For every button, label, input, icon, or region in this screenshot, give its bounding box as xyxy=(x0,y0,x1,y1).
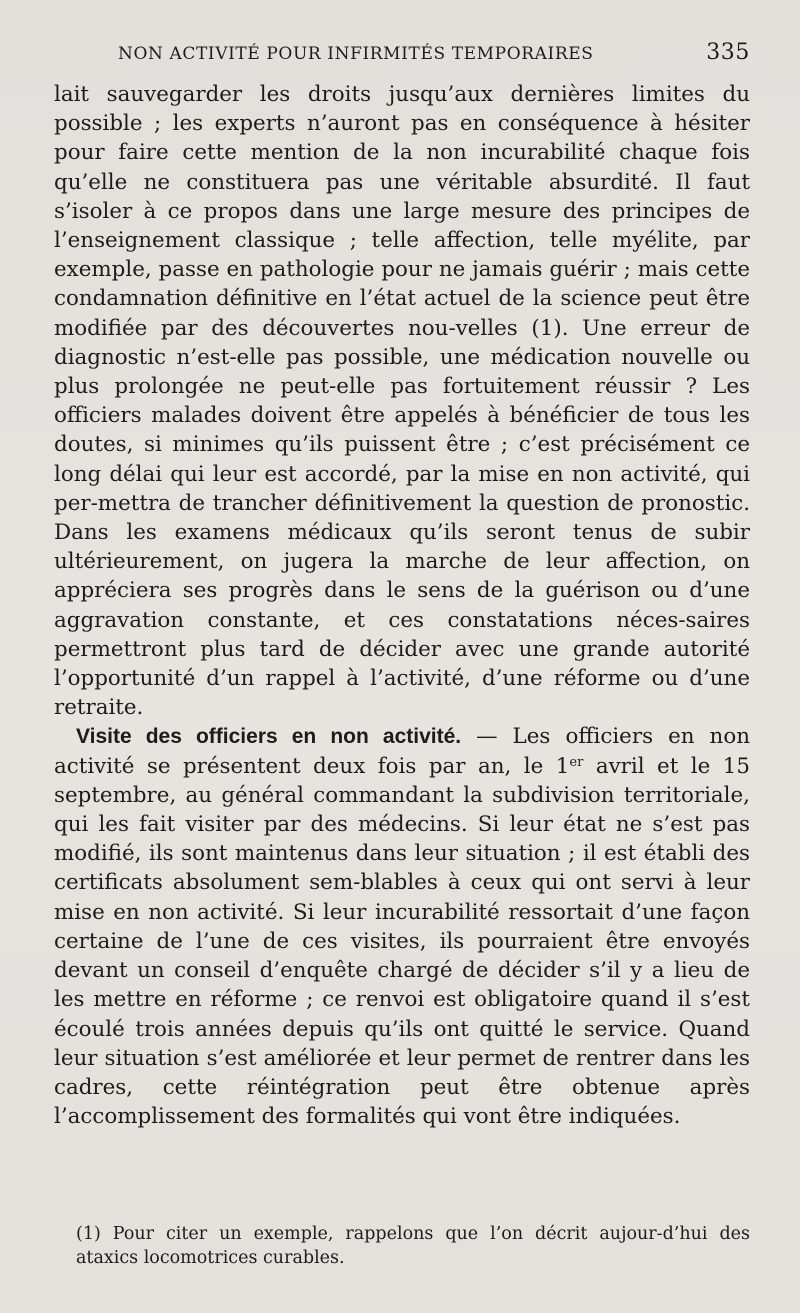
footnote xyxy=(76,1222,750,1270)
page-number: 335 xyxy=(706,40,750,65)
running-title: NON ACTIVITÉ POUR INFIRMITÉS TEMPORAIRES xyxy=(118,44,594,64)
paragraph-text: — Les officiers en non activité se présentent deux fois par an, le 1 xyxy=(54,724,750,779)
running-head xyxy=(118,38,750,68)
ordinal-superscript: er xyxy=(569,754,584,770)
paragraph-continued xyxy=(54,80,750,722)
section-heading: Visite des officiers en non activité. xyxy=(76,725,462,749)
footnote-text: (1) Pour citer un exemple, rappelons que l’on décrit aujour-d’hui des ataxics locomotrices curables. xyxy=(76,1224,750,1268)
body-text xyxy=(54,80,750,1131)
footnote-reference[interactable]: (1) xyxy=(531,315,562,341)
paragraph-text: . Une erreur de diagnostic n’est-elle pas possible, une médication nouvelle ou plus prolongée ne peut-elle pas fortuitement réussir ? Les officiers malades doivent être appelés à bénéficier de tous les doutes, si minimes qu’ils puissent être ; c’est précisément ce long délai qui leur est accordé, par la mise en non activité, qui per-mettra de trancher définitivement la question de pronostic. Dans les examens médicaux qu’ils seront tenus de subir ultérieurement, on jugera la marche de leur affection, on appréciera ses progrès dans le sens de la guérison ou d’une aggravation constante, et ces constatations néces-saires permettront plus tard de décider avec une grande autorité l’opportunité d’un rappel à l’activité, d’une réforme ou d’une retraite. xyxy=(54,315,750,721)
paragraph-text: lait sauvegarder les droits jusqu’aux dernières limites du possible ; les experts n’auront pas en conséquence à hésiter pour faire cette mention de la non incurabilité chaque fois qu’elle ne constituera pas une véritable absurdité. Il faut s’isoler à ce propos dans une large mesure des principes de l’enseignement classique ; telle affection, telle myélite, par exemple, passe en pathologie pour ne jamais guérir ; mais cette condamnation définitive en l’état actuel de la science peut être modifiée par des découvertes nou-velles xyxy=(54,82,750,341)
paragraph-visite xyxy=(54,722,750,1131)
paragraph-text: avril et le 15 septembre, au général commandant la subdivision territoriale, qui les fait visiter par des médecins. Si leur état ne s’est pas modifié, ils sont maintenus dans leur situation ; il est établi des certificats absolument sem-blables à ceux qui ont servi à leur mise en non activité. Si leur incurabilité ressortait d’une façon certaine de l’une de ces visites, ils pourraient être envoyés devant un conseil d’enquête chargé de décider s’il y a lieu de les mettre en réforme ; ce renvoi est obligatoire quand il s’est écoulé trois années depuis qu’ils ont quitté le service. Quand leur situation s’est améliorée et leur permet de rentrer dans les cadres, cette réintégration peut être obtenue après l’accomplissement des formalités qui vont être indiquées. xyxy=(54,753,750,1130)
